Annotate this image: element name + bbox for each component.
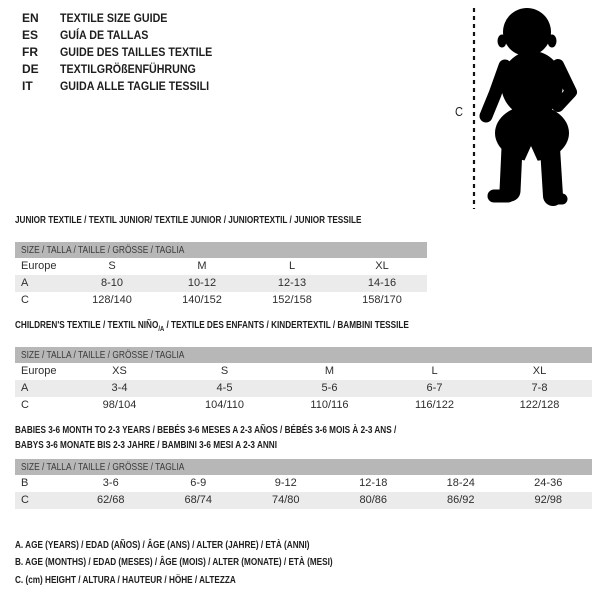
size-cell: 110/116 bbox=[310, 399, 349, 411]
table-title-line bbox=[15, 438, 396, 453]
size-cell: XS bbox=[112, 365, 127, 377]
size-cell: 98/104 bbox=[102, 399, 137, 411]
size-cell: 128/140 bbox=[92, 294, 132, 306]
language-code: IT bbox=[22, 79, 33, 93]
size-cell: S bbox=[220, 365, 229, 377]
size-cell: L bbox=[288, 260, 296, 272]
size-header-bar bbox=[15, 242, 427, 258]
size-cell: 5-6 bbox=[321, 382, 338, 394]
language-row bbox=[22, 44, 231, 61]
baby-silhouette-graphic bbox=[450, 0, 600, 215]
size-cell: 7-8 bbox=[531, 382, 548, 394]
row-label: Europe bbox=[21, 365, 57, 377]
size-cell: 68/74 bbox=[184, 494, 213, 506]
table-title bbox=[15, 318, 520, 333]
size-cell: XL bbox=[375, 260, 389, 272]
size-cell: L bbox=[431, 365, 438, 377]
table-title-line bbox=[15, 318, 409, 333]
size-cell: 92/98 bbox=[534, 494, 563, 506]
size-cell: 152/158 bbox=[272, 294, 312, 306]
language-label: TEXTILGRÖßENFÜHRUNG bbox=[60, 62, 196, 76]
size-cell: 14-16 bbox=[367, 277, 397, 289]
size-cell: 9-12 bbox=[274, 477, 297, 489]
row-label: A bbox=[21, 382, 29, 394]
footnote-line: B. AGE (MONTHS) / EDAD (MESES) / ÂGE (MOIS) / ALTER (MONATE) / ETÀ (MESI) bbox=[15, 556, 333, 569]
size-cell: 3-6 bbox=[102, 477, 119, 489]
table-row bbox=[15, 275, 427, 292]
size-cell: 10-12 bbox=[187, 277, 217, 289]
footnotes bbox=[15, 537, 422, 589]
row-label: C bbox=[21, 494, 29, 506]
table-row bbox=[15, 258, 427, 275]
size-cell: 18-24 bbox=[446, 477, 475, 489]
table-row bbox=[15, 380, 592, 397]
size-cell: 3-4 bbox=[111, 382, 128, 394]
size-cell: 122/128 bbox=[519, 399, 560, 411]
baby-figure bbox=[450, 0, 600, 215]
size-cell: 158/170 bbox=[362, 294, 402, 306]
size-cell: 12-18 bbox=[359, 477, 388, 489]
size-cell: 24-36 bbox=[534, 477, 563, 489]
title-subscript: /A bbox=[158, 323, 165, 333]
size-cell: M bbox=[324, 365, 335, 377]
table-row bbox=[15, 475, 592, 492]
title-text: CHILDREN'S TEXTILE / TEXTIL NIÑO bbox=[15, 319, 159, 331]
row-label: Europe bbox=[21, 260, 57, 272]
size-header-bar bbox=[15, 347, 592, 363]
size-header-text: SIZE / TALLA / TAILLE / GRÖSSE / TAGLIA bbox=[21, 349, 185, 361]
language-label: GUIDA ALLE TAGLIE TESSILI bbox=[60, 79, 210, 93]
size-cell: 86/92 bbox=[446, 494, 475, 506]
table-row bbox=[15, 492, 592, 509]
table-title bbox=[15, 423, 504, 453]
language-code: ES bbox=[22, 28, 39, 42]
title-text: / TEXTILE DES ENFANTS / KINDERTEXTIL / BAMBINI TESSILE bbox=[164, 319, 409, 331]
table-row bbox=[15, 292, 427, 309]
size-header-text: SIZE / TALLA / TAILLE / GRÖSSE / TAGLIA bbox=[21, 244, 185, 256]
size-cell: 116/122 bbox=[415, 399, 454, 411]
language-label: TEXTILE SIZE GUIDE bbox=[60, 11, 168, 25]
language-code: EN bbox=[22, 11, 39, 25]
language-code: FR bbox=[22, 45, 38, 59]
table-row bbox=[15, 397, 592, 414]
row-label: B bbox=[21, 477, 29, 489]
table-title-line bbox=[15, 423, 396, 438]
size-cell: 104/110 bbox=[205, 399, 244, 411]
footnote-line: C. (cm) HEIGHT / ALTURA / HAUTEUR / HÖHE / ALTEZZA bbox=[15, 573, 236, 586]
size-cell: 74/80 bbox=[271, 494, 300, 506]
size-cell: XL bbox=[532, 365, 547, 377]
table-title bbox=[15, 213, 459, 228]
language-row bbox=[22, 61, 231, 78]
footnote-line: A. AGE (YEARS) / EDAD (AÑOS) / ÂGE (ANS) / ALTER (JAHRE) / ETÀ (ANNI) bbox=[15, 539, 310, 551]
size-header-text: SIZE / TALLA / TAILLE / GRÖSSE / TAGLIA bbox=[21, 461, 185, 473]
size-cell: 4-5 bbox=[216, 382, 233, 394]
size-cell: 62/68 bbox=[96, 494, 125, 506]
title-text: JUNIOR TEXTILE / TEXTIL JUNIOR/ TEXTILE JUNIOR / JUNIORTEXTIL / JUNIOR TESSILE bbox=[15, 214, 362, 226]
language-label: GUÍA DE TALLAS bbox=[60, 28, 149, 42]
height-measure-label: C bbox=[455, 104, 463, 119]
size-cell: 80/86 bbox=[359, 494, 388, 506]
language-label: GUIDE DES TAILLES TEXTILE bbox=[60, 45, 213, 59]
size-cell: 6-9 bbox=[190, 477, 207, 489]
table-title-line bbox=[15, 213, 361, 228]
size-cell: 12-13 bbox=[277, 277, 307, 289]
size-cell: 140/152 bbox=[182, 294, 222, 306]
size-table bbox=[15, 459, 592, 509]
size-cell: 8-10 bbox=[100, 277, 124, 289]
size-cell: M bbox=[197, 260, 207, 272]
size-header-bar bbox=[15, 459, 592, 475]
size-cell: 6-7 bbox=[426, 382, 443, 394]
row-label: C bbox=[21, 399, 29, 411]
baby-silhouette bbox=[486, 8, 571, 199]
language-row bbox=[22, 27, 231, 44]
row-label: C bbox=[21, 294, 29, 306]
table-row bbox=[15, 363, 592, 380]
row-label: A bbox=[21, 277, 29, 289]
title-text: BABYS 3-6 MONATE BIS 2-3 JAHRE / BAMBINI 3-6 MESI A 2-3 ANNI bbox=[15, 439, 277, 451]
language-row bbox=[22, 78, 231, 95]
size-cell: S bbox=[108, 260, 116, 272]
language-row bbox=[22, 10, 231, 27]
size-table bbox=[15, 347, 592, 414]
language-guide-list bbox=[22, 10, 231, 95]
language-code: DE bbox=[22, 62, 39, 76]
size-table bbox=[15, 242, 427, 309]
title-text: BABIES 3-6 MONTH TO 2-3 YEARS / BEBÉS 3-6 MESES A 2-3 AÑOS / BÉBÉS 3-6 MOIS À 2-3 ANS / bbox=[15, 424, 397, 436]
